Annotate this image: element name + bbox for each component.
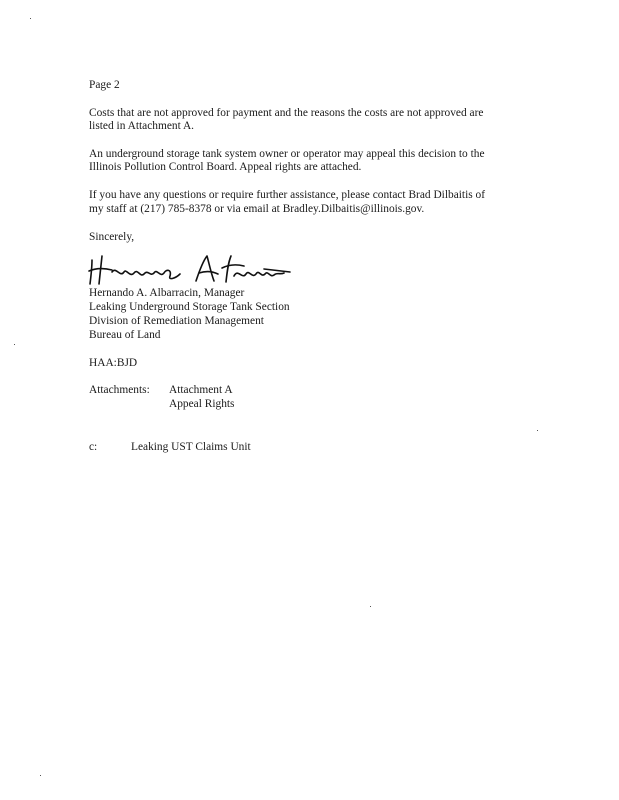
signatory-division: Division of Remediation Management bbox=[89, 315, 264, 327]
attachments-label: Attachments: bbox=[89, 384, 150, 396]
contact-paragraph-line-2: my staff at (217) 785-8378 or via email at Bradley.Dilbaitis@illinois.gov. bbox=[89, 203, 425, 215]
scan-speck bbox=[370, 606, 371, 607]
page-label: Page 2 bbox=[89, 79, 120, 91]
contact-paragraph-line-1: If you have any questions or require further assistance, please contact Brad Dilbaitis of bbox=[89, 189, 486, 201]
cc-label: c: bbox=[89, 441, 98, 453]
scan-speck bbox=[537, 430, 538, 431]
signatory-section: Leaking Underground Storage Tank Section bbox=[89, 301, 290, 313]
signatory-bureau: Bureau of Land bbox=[89, 329, 161, 341]
costs-paragraph-line-1: Costs that are not approved for payment and the reasons the costs are not approved are bbox=[89, 107, 484, 119]
appeal-paragraph-line-1: An underground storage tank system owner or operator may appeal this decision to the bbox=[89, 148, 485, 160]
scan-speck bbox=[14, 344, 15, 345]
attachment-item: Attachment A bbox=[169, 384, 233, 396]
cc-recipient: Leaking UST Claims Unit bbox=[131, 441, 251, 453]
handwritten-signature bbox=[86, 248, 296, 288]
reference-initials: HAA:BJD bbox=[89, 357, 138, 369]
signatory-name-title: Hernando A. Albarracin, Manager bbox=[89, 287, 245, 299]
appeal-paragraph-line-2: Illinois Pollution Control Board. Appeal rights are attached. bbox=[89, 161, 362, 173]
scan-speck bbox=[30, 18, 31, 19]
costs-paragraph-line-2: listed in Attachment A. bbox=[89, 120, 195, 132]
scan-speck bbox=[40, 775, 41, 776]
attachment-item: Appeal Rights bbox=[169, 398, 235, 410]
closing-salutation: Sincerely, bbox=[89, 231, 135, 243]
